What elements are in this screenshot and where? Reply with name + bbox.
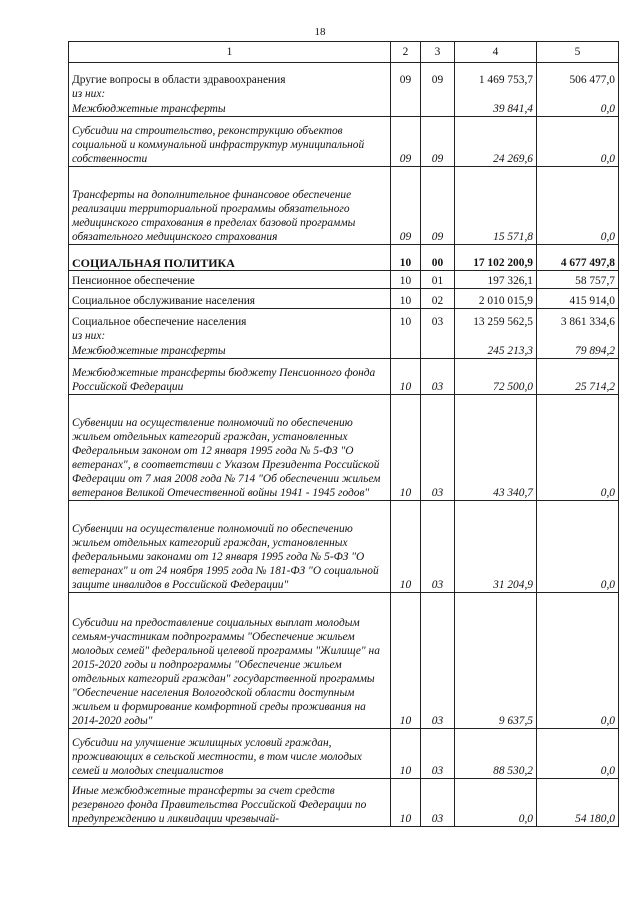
row-c2: 10 bbox=[391, 395, 421, 501]
row-c3: 03 bbox=[421, 501, 455, 593]
row-c5: 4 677 497,8 bbox=[537, 245, 619, 271]
row-c2: 09 bbox=[391, 63, 421, 87]
table-row bbox=[69, 329, 619, 343]
row-c3 bbox=[421, 343, 455, 359]
row-name: Социальное обслуживание населения bbox=[69, 289, 391, 309]
row-c3: 09 bbox=[421, 167, 455, 245]
row-c2 bbox=[391, 101, 421, 117]
row-c2: 10 bbox=[391, 729, 421, 779]
row-c5: 79 894,2 bbox=[537, 343, 619, 359]
row-c3: 09 bbox=[421, 117, 455, 167]
row-c4: 0,0 bbox=[455, 779, 537, 827]
row-c2: 10 bbox=[391, 593, 421, 729]
row-name: СОЦИАЛЬНАЯ ПОЛИТИКА bbox=[69, 245, 391, 271]
row-c3: 09 bbox=[421, 63, 455, 87]
table-row bbox=[69, 343, 619, 359]
row-c2 bbox=[391, 329, 421, 343]
row-c4: 39 841,4 bbox=[455, 101, 537, 117]
row-c4 bbox=[455, 87, 537, 101]
row-c4 bbox=[455, 329, 537, 343]
row-name: Межбюджетные трансферты bbox=[69, 101, 391, 117]
row-c5: 506 477,0 bbox=[537, 63, 619, 87]
table-row bbox=[69, 87, 619, 101]
table-row bbox=[69, 729, 619, 779]
row-c2: 10 bbox=[391, 309, 421, 329]
table-row bbox=[69, 593, 619, 729]
header-col-4: 4 bbox=[455, 42, 537, 63]
row-name: Субвенции на осуществление полномочий по обеспечению жильем отдельных категорий граждан, установленных Федеральным законом от 12 января 1995 года № 5-ФЗ "О ветеранах", в соответствии с Указом Президента Российской Федерации от 7 мая 2008 года № 714 "Об обеспечении жильем ветеранов Великой Отечественной войны 1941 - 1945 годов" bbox=[69, 395, 391, 501]
row-name: Межбюджетные трансферты bbox=[69, 343, 391, 359]
header-col-3: 3 bbox=[421, 42, 455, 63]
table-row bbox=[69, 501, 619, 593]
row-c3 bbox=[421, 329, 455, 343]
row-c5: 0,0 bbox=[537, 593, 619, 729]
row-c2: 10 bbox=[391, 271, 421, 289]
header-col-5: 5 bbox=[537, 42, 619, 63]
row-name: Межбюджетные трансферты бюджету Пенсионного фонда Российской Федерации bbox=[69, 359, 391, 395]
row-c4: 197 326,1 bbox=[455, 271, 537, 289]
row-c3: 03 bbox=[421, 395, 455, 501]
row-c4: 15 571,8 bbox=[455, 167, 537, 245]
row-c5: 25 714,2 bbox=[537, 359, 619, 395]
table-row bbox=[69, 117, 619, 167]
row-name: Социальное обеспечение населения bbox=[69, 309, 391, 329]
row-c3 bbox=[421, 87, 455, 101]
row-name: Иные межбюджетные трансферты за счет средств резервного фонда Правительства Российской Федерации по предупреждению и ликвидации чрезвычай- bbox=[69, 779, 391, 827]
row-c4: 1 469 753,7 bbox=[455, 63, 537, 87]
table-row bbox=[69, 167, 619, 245]
header-col-1: 1 bbox=[69, 42, 391, 63]
table-row bbox=[69, 395, 619, 501]
row-c5: 0,0 bbox=[537, 395, 619, 501]
row-name: Субсидии на предоставление социальных выплат молодым семьям-участникам подпрограммы "Обеспечение жильем молодых семей" федеральной целевой программы "Жилище" на 2015-2020 годы и подпрограммы "Обеспечение жильем отдельных категорий граждан" государственной программы "Обеспечение населения Вологодской области доступным жильем и формирование комфортной среды проживания на 2014-2020 годы" bbox=[69, 593, 391, 729]
row-c5: 0,0 bbox=[537, 729, 619, 779]
row-c2: 10 bbox=[391, 245, 421, 271]
row-c2: 09 bbox=[391, 167, 421, 245]
table-row bbox=[69, 779, 619, 827]
row-c4: 31 204,9 bbox=[455, 501, 537, 593]
row-name: Субсидии на улучшение жилищных условий граждан, проживающих в сельской местности, в том числе молодых семей и молодых специалистов bbox=[69, 729, 391, 779]
row-c5: 0,0 bbox=[537, 101, 619, 117]
row-name: Субвенции на осуществление полномочий по обеспечению жильем отдельных категорий граждан, установленных федеральными законами от 12 января 1995 года № 5-ФЗ "О ветеранах" и от 24 ноября 1995 года № 181-ФЗ "О социальной защите инвалидов в Российской Федерации" bbox=[69, 501, 391, 593]
row-c4: 72 500,0 bbox=[455, 359, 537, 395]
table-row bbox=[69, 271, 619, 289]
row-c3: 03 bbox=[421, 359, 455, 395]
row-c2: 10 bbox=[391, 779, 421, 827]
row-c5: 0,0 bbox=[537, 501, 619, 593]
row-c4: 88 530,2 bbox=[455, 729, 537, 779]
row-c2: 10 bbox=[391, 289, 421, 309]
row-name: из них: bbox=[69, 87, 391, 101]
row-c2 bbox=[391, 343, 421, 359]
row-name: Другие вопросы в области здравоохранения bbox=[69, 63, 391, 87]
header-row bbox=[69, 42, 619, 63]
row-c4: 2 010 015,9 bbox=[455, 289, 537, 309]
row-c4: 24 269,6 bbox=[455, 117, 537, 167]
row-c4: 13 259 562,5 bbox=[455, 309, 537, 329]
row-c5: 415 914,0 bbox=[537, 289, 619, 309]
row-c4: 43 340,7 bbox=[455, 395, 537, 501]
row-c5: 3 861 334,6 bbox=[537, 309, 619, 329]
table-row bbox=[69, 63, 619, 87]
header-col-2: 2 bbox=[391, 42, 421, 63]
row-c3: 03 bbox=[421, 593, 455, 729]
table-row bbox=[69, 289, 619, 309]
table-row bbox=[69, 245, 619, 271]
row-c3 bbox=[421, 101, 455, 117]
row-c3: 02 bbox=[421, 289, 455, 309]
row-c2: 10 bbox=[391, 501, 421, 593]
row-c5 bbox=[537, 329, 619, 343]
row-c5: 0,0 bbox=[537, 167, 619, 245]
row-c2: 10 bbox=[391, 359, 421, 395]
row-c4: 9 637,5 bbox=[455, 593, 537, 729]
row-name: Субсидии на строительство, реконструкцию объектов социальной и коммунальной инфраструктур муниципальной собственности bbox=[69, 117, 391, 167]
row-c4: 17 102 200,9 bbox=[455, 245, 537, 271]
row-c3: 01 bbox=[421, 271, 455, 289]
row-name: Пенсионное обеспечение bbox=[69, 271, 391, 289]
row-c5: 58 757,7 bbox=[537, 271, 619, 289]
table-row bbox=[69, 101, 619, 117]
row-c5: 0,0 bbox=[537, 117, 619, 167]
row-name: из них: bbox=[69, 329, 391, 343]
row-c3: 03 bbox=[421, 779, 455, 827]
row-c3: 00 bbox=[421, 245, 455, 271]
table-row bbox=[69, 309, 619, 329]
row-c4: 245 213,3 bbox=[455, 343, 537, 359]
row-c2: 09 bbox=[391, 117, 421, 167]
row-name: Трансферты на дополнительное финансовое обеспечение реализации территориальной программы обязательного медицинского страхования в пределах базовой программы обязательного медицинского страхования bbox=[69, 167, 391, 245]
row-c5: 54 180,0 bbox=[537, 779, 619, 827]
page-number: 18 bbox=[314, 26, 326, 38]
row-c2 bbox=[391, 87, 421, 101]
row-c5 bbox=[537, 87, 619, 101]
row-c3: 03 bbox=[421, 729, 455, 779]
table-row bbox=[69, 359, 619, 395]
row-c3: 03 bbox=[421, 309, 455, 329]
budget-table bbox=[68, 41, 619, 827]
